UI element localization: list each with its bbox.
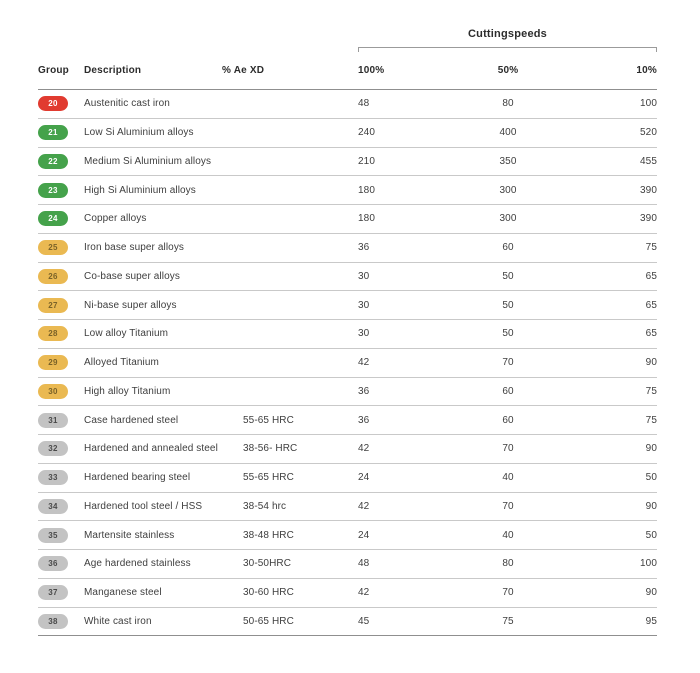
description-cell: High alloy Titanium <box>84 385 171 397</box>
column-header-10pct: 10% <box>636 65 657 76</box>
group-badge-cell <box>38 298 84 313</box>
group-badge-cell <box>38 211 84 226</box>
speed-100pct-cell: 48 <box>358 558 370 570</box>
table-row <box>38 119 657 148</box>
speed-50pct-cell: 40 <box>502 472 514 484</box>
cutting-speeds-table <box>38 28 657 636</box>
group-badge-cell <box>38 585 84 600</box>
description-cell: Copper alloys <box>84 213 147 225</box>
group-number-badge: 31 <box>38 413 68 428</box>
table-row <box>38 90 657 119</box>
description-cell: High Si Aluminium alloys <box>84 184 196 196</box>
description-cell: Hardened and annealed steel <box>84 443 218 455</box>
description-cell: Ni-base super alloys <box>84 299 177 311</box>
table-row <box>38 349 657 378</box>
column-header-ae-xd: % Ae XD <box>222 65 265 76</box>
table-row <box>38 550 657 579</box>
group-number-badge: 25 <box>38 240 68 255</box>
group-badge-cell <box>38 355 84 370</box>
description-cell: Martensite stainless <box>84 529 175 541</box>
speed-10pct-cell: 390 <box>640 184 657 196</box>
speed-50pct-cell: 80 <box>502 558 514 570</box>
speed-50pct-cell: 75 <box>502 615 514 627</box>
group-badge-cell <box>38 528 84 543</box>
speed-50pct-cell: 50 <box>502 299 514 311</box>
speed-10pct-cell: 90 <box>645 500 657 512</box>
speed-100pct-cell: 30 <box>358 299 370 311</box>
speed-10pct-cell: 95 <box>645 615 657 627</box>
speed-100pct-cell: 42 <box>358 587 370 599</box>
group-number-badge: 29 <box>38 355 68 370</box>
speed-50pct-cell: 60 <box>502 385 514 397</box>
speed-50pct-cell: 60 <box>502 414 514 426</box>
group-badge-cell <box>38 154 84 169</box>
speed-100pct-cell: 24 <box>358 472 370 484</box>
speed-10pct-cell: 75 <box>645 385 657 397</box>
speed-100pct-cell: 210 <box>358 155 375 167</box>
table-row <box>38 493 657 522</box>
group-number-badge: 27 <box>38 298 68 313</box>
speed-50pct-cell: 300 <box>499 213 517 225</box>
group-number-badge: 20 <box>38 96 68 111</box>
table-row <box>38 378 657 407</box>
speed-100pct-cell: 45 <box>358 615 370 627</box>
ae-xd-cell: 30-60 HRC <box>243 587 294 599</box>
ae-xd-cell: 55-65 HRC <box>243 414 294 426</box>
description-cell: Co-base super alloys <box>84 270 180 282</box>
group-number-badge: 35 <box>38 528 68 543</box>
speed-100pct-cell: 24 <box>358 529 370 541</box>
group-number-badge: 36 <box>38 556 68 571</box>
table-row <box>38 464 657 493</box>
speed-100pct-cell: 36 <box>358 414 370 426</box>
table-row <box>38 320 657 349</box>
speed-100pct-cell: 36 <box>358 242 370 254</box>
group-number-badge: 28 <box>38 326 68 341</box>
speed-50pct-cell: 40 <box>502 529 514 541</box>
speed-10pct-cell: 520 <box>640 127 657 139</box>
table-row <box>38 435 657 464</box>
speed-100pct-cell: 240 <box>358 127 375 139</box>
description-cell: Low Si Aluminium alloys <box>84 127 194 139</box>
ae-xd-cell: 55-65 HRC <box>243 472 294 484</box>
speed-10pct-cell: 90 <box>645 587 657 599</box>
ae-xd-cell: 38-54 hrc <box>243 500 287 512</box>
ae-xd-cell: 38-56- HRC <box>243 443 298 455</box>
speed-100pct-cell: 180 <box>358 184 375 196</box>
speed-100pct-cell: 180 <box>358 213 375 225</box>
table-row <box>38 176 657 205</box>
speed-10pct-cell: 90 <box>645 357 657 369</box>
group-number-badge: 33 <box>38 470 68 485</box>
speed-50pct-cell: 50 <box>502 270 514 282</box>
speed-50pct-cell: 50 <box>502 328 514 340</box>
group-number-badge: 22 <box>38 154 68 169</box>
group-number-badge: 26 <box>38 269 68 284</box>
description-cell: Low alloy Titanium <box>84 328 169 340</box>
description-cell: Hardened tool steel / HSS <box>84 500 203 512</box>
group-badge-cell <box>38 125 84 140</box>
speed-50pct-cell: 400 <box>499 127 517 139</box>
group-number-badge: 23 <box>38 183 68 198</box>
table-row <box>38 608 657 637</box>
speed-100pct-cell: 36 <box>358 385 370 397</box>
group-number-badge: 34 <box>38 499 68 514</box>
speed-100pct-cell: 42 <box>358 500 370 512</box>
description-cell: Age hardened stainless <box>84 558 191 570</box>
speed-10pct-cell: 50 <box>645 529 657 541</box>
speed-100pct-cell: 42 <box>358 443 370 455</box>
group-badge-cell <box>38 326 84 341</box>
table-row <box>38 579 657 608</box>
cuttingspeeds-group-title: Cuttingspeeds <box>468 28 547 40</box>
table-row <box>38 291 657 320</box>
description-cell: Case hardened steel <box>84 414 179 426</box>
speed-10pct-cell: 65 <box>645 270 657 282</box>
column-header-row <box>38 52 657 90</box>
group-badge-cell <box>38 413 84 428</box>
description-cell: Austenitic cast iron <box>84 98 170 110</box>
description-cell: Alloyed Titanium <box>84 357 159 369</box>
speed-50pct-cell: 300 <box>499 184 517 196</box>
column-header-100pct: 100% <box>358 65 385 76</box>
description-cell: White cast iron <box>84 615 152 627</box>
speed-10pct-cell: 65 <box>645 328 657 340</box>
group-badge-cell <box>38 240 84 255</box>
column-header-50pct: 50% <box>497 65 519 76</box>
speed-10pct-cell: 100 <box>640 558 657 570</box>
speed-50pct-cell: 70 <box>502 500 514 512</box>
column-header-group: Group <box>38 65 69 76</box>
table-row <box>38 205 657 234</box>
group-number-badge: 24 <box>38 211 68 226</box>
speed-50pct-cell: 80 <box>502 98 514 110</box>
ae-xd-cell: 50-65 HRC <box>243 615 294 627</box>
description-cell: Hardened bearing steel <box>84 472 191 484</box>
speed-50pct-cell: 70 <box>502 587 514 599</box>
table-row <box>38 148 657 177</box>
group-number-badge: 30 <box>38 384 68 399</box>
speed-10pct-cell: 75 <box>645 414 657 426</box>
group-number-badge: 38 <box>38 614 68 629</box>
speed-10pct-cell: 100 <box>640 98 657 110</box>
group-number-badge: 21 <box>38 125 68 140</box>
speed-10pct-cell: 50 <box>645 472 657 484</box>
column-header-description: Description <box>84 65 142 76</box>
group-number-badge: 32 <box>38 441 68 456</box>
speed-100pct-cell: 48 <box>358 98 370 110</box>
speed-50pct-cell: 350 <box>499 155 517 167</box>
table-body <box>38 90 657 636</box>
ae-xd-cell: 38-48 HRC <box>243 529 294 541</box>
group-number-badge: 37 <box>38 585 68 600</box>
speed-10pct-cell: 65 <box>645 299 657 311</box>
speed-10pct-cell: 390 <box>640 213 657 225</box>
group-badge-cell <box>38 384 84 399</box>
table-row <box>38 406 657 435</box>
group-badge-cell <box>38 441 84 456</box>
speed-50pct-cell: 60 <box>502 242 514 254</box>
speed-100pct-cell: 30 <box>358 328 370 340</box>
ae-xd-cell: 30-50HRC <box>243 558 292 570</box>
speed-50pct-cell: 70 <box>502 357 514 369</box>
table-row <box>38 234 657 263</box>
description-cell: Iron base super alloys <box>84 242 185 254</box>
speed-10pct-cell: 90 <box>645 443 657 455</box>
group-badge-cell <box>38 470 84 485</box>
table-row <box>38 521 657 550</box>
description-cell: Manganese steel <box>84 587 162 599</box>
speed-10pct-cell: 455 <box>640 155 657 167</box>
table-row <box>38 263 657 292</box>
speed-100pct-cell: 30 <box>358 270 370 282</box>
description-cell: Medium Si Aluminium alloys <box>84 155 212 167</box>
group-badge-cell <box>38 269 84 284</box>
group-badge-cell <box>38 96 84 111</box>
speed-10pct-cell: 75 <box>645 242 657 254</box>
speed-100pct-cell: 42 <box>358 357 370 369</box>
group-badge-cell <box>38 556 84 571</box>
group-badge-cell <box>38 183 84 198</box>
group-badge-cell <box>38 614 84 629</box>
group-badge-cell <box>38 499 84 514</box>
speed-50pct-cell: 70 <box>502 443 514 455</box>
